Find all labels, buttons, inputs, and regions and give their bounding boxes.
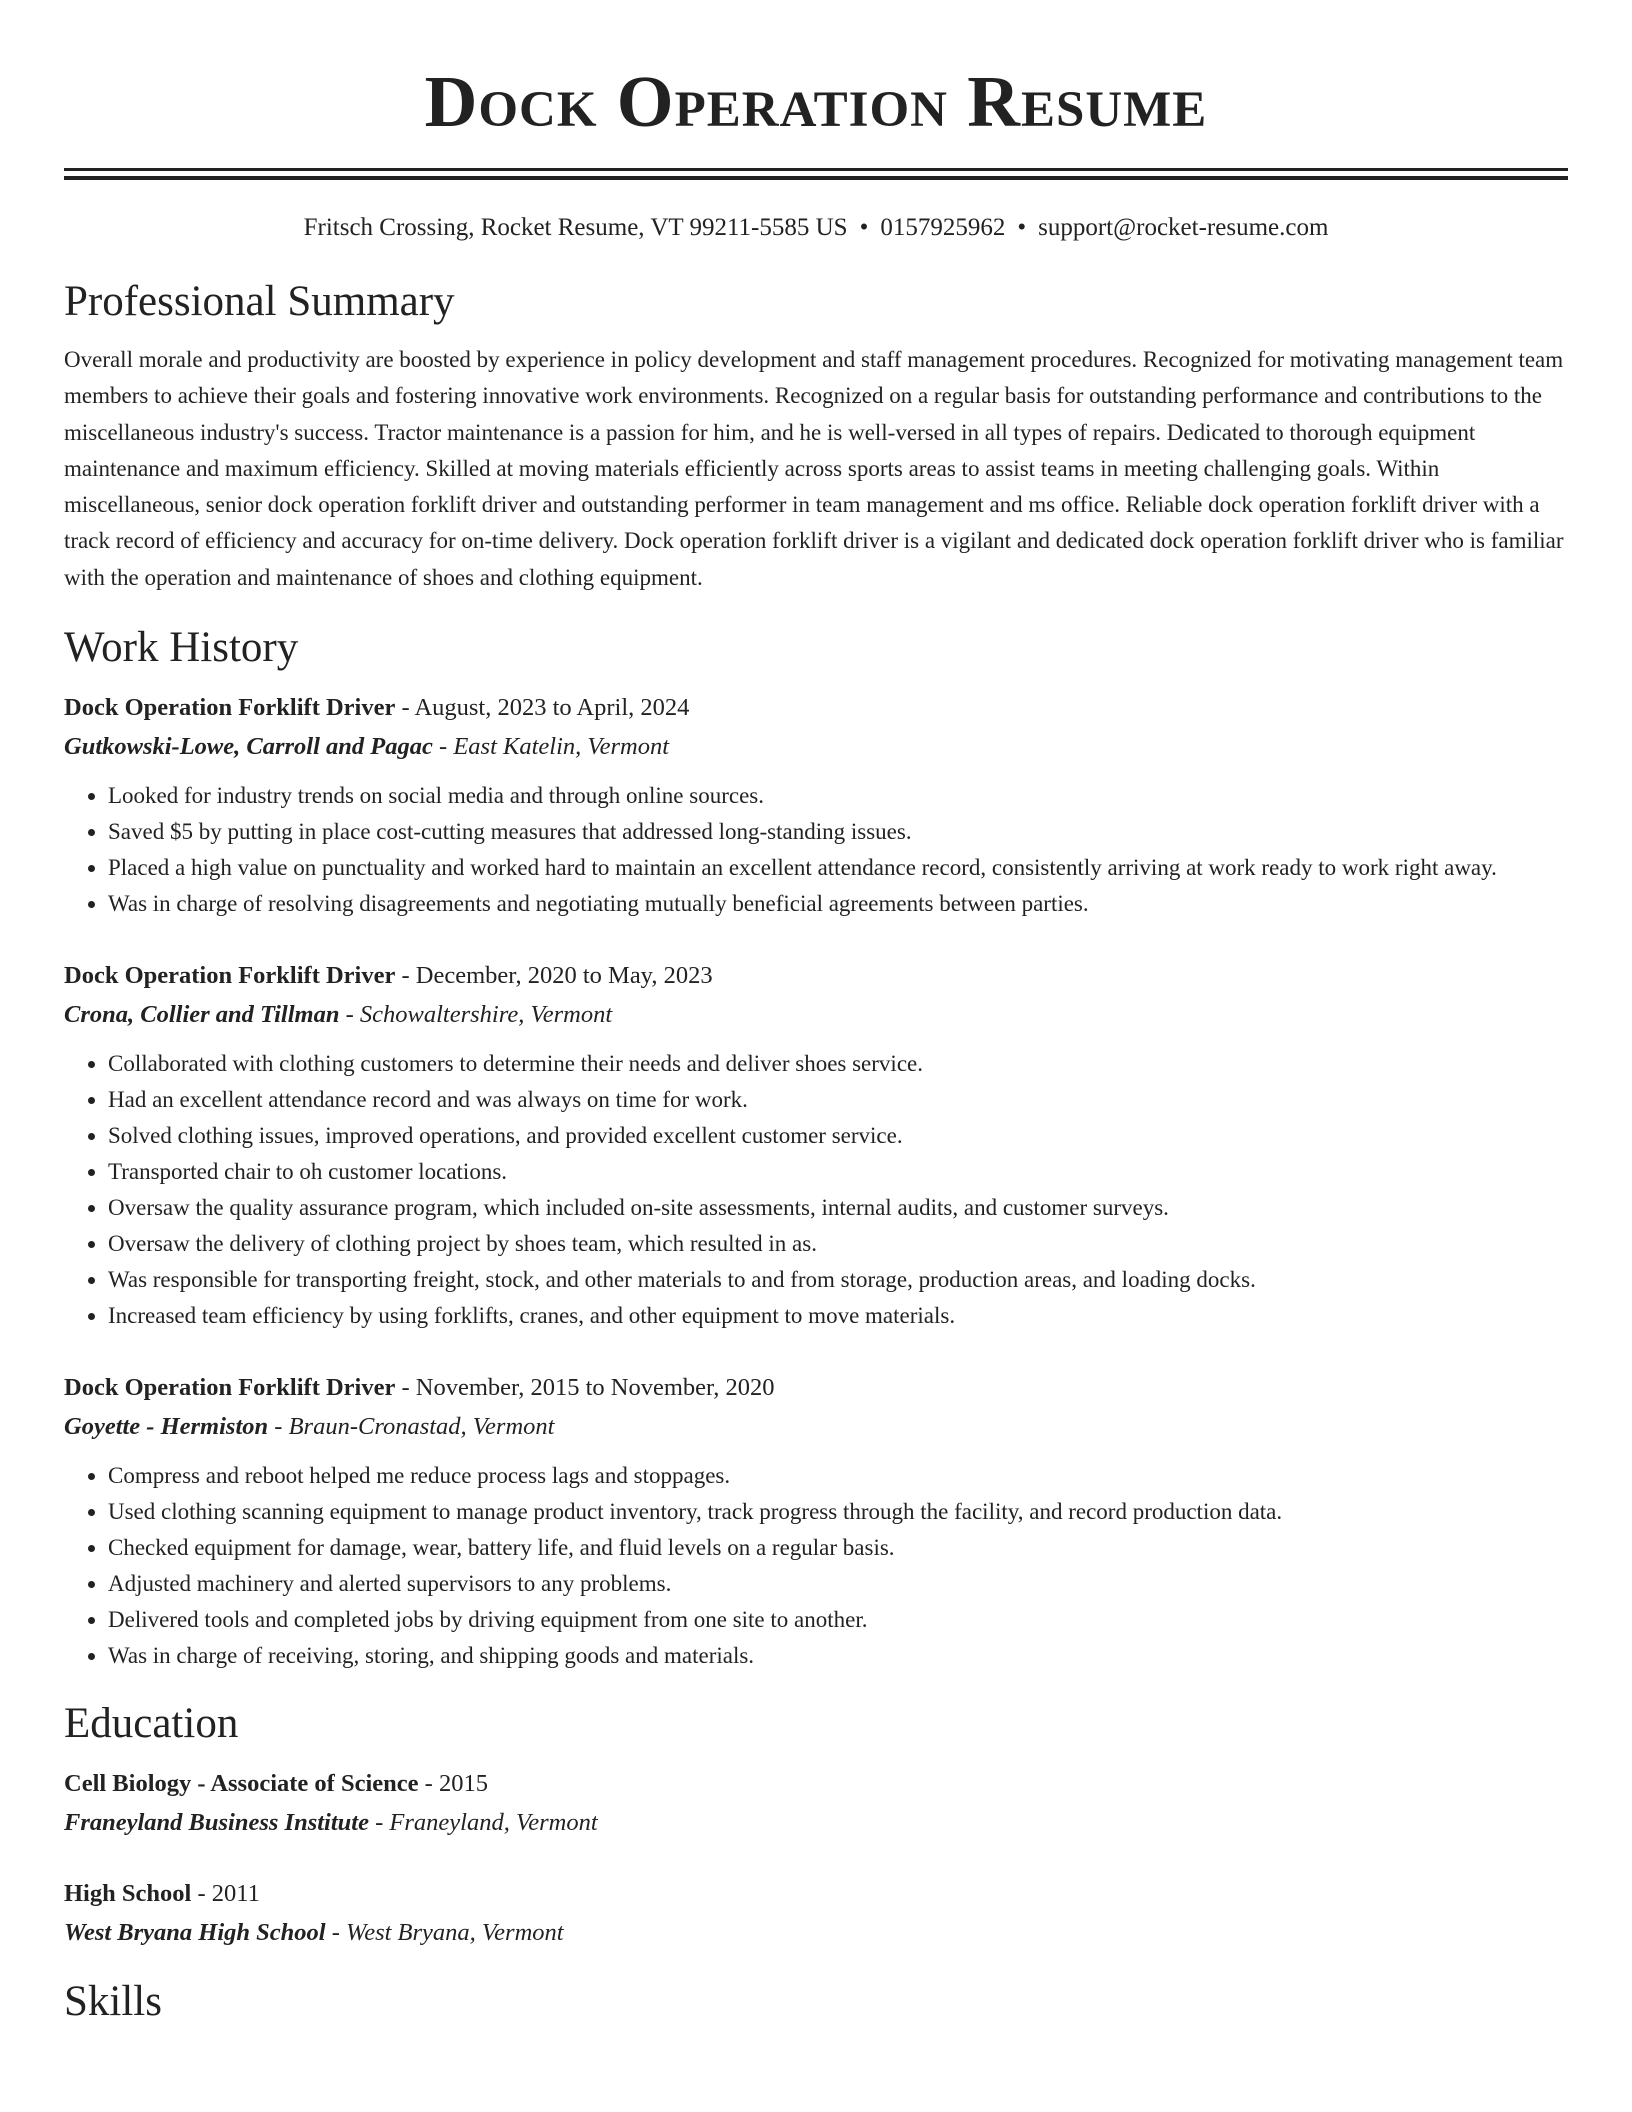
skills-section xyxy=(64,1976,1568,2028)
title-divider xyxy=(64,168,1568,180)
education-institution xyxy=(64,1913,1568,1952)
education-school: West Bryana High School xyxy=(64,1919,326,1947)
job-dates: December, 2020 to May, 2023 xyxy=(415,962,713,990)
education-location: West Bryana, Vermont xyxy=(346,1919,564,1947)
duty-item: • Placed a high value on punctuality and worked hard to maintain an excellent attendance record, consistently arriving at work ready to work right away. xyxy=(108,850,1568,886)
duty-list xyxy=(64,778,1568,922)
job-location: Braun-Cronastad, Vermont xyxy=(288,1413,555,1441)
skills-heading: Skills xyxy=(64,1978,162,2026)
job-dash: - xyxy=(268,1413,289,1441)
duty-item: • Adjusted machinery and alerted supervisors to any problems. xyxy=(108,1566,1568,1602)
job-company: Crona, Collier and Tillman xyxy=(64,1001,340,1029)
duty-list xyxy=(64,1458,1568,1674)
job-dash: - xyxy=(395,1374,416,1402)
duty-item: • Was in charge of resolving disagreements and negotiating mutually beneficial agreements between parties. xyxy=(108,886,1568,922)
duty-item: • Was in charge of receiving, storing, and shipping goods and materials. xyxy=(108,1638,1568,1674)
summary-section xyxy=(64,276,1568,596)
duty-item: • Solved clothing issues, improved operations, and provided excellent customer service. xyxy=(108,1118,1568,1154)
duty-item: • Looked for industry trends on social media and through online sources. xyxy=(108,778,1568,814)
education-institution xyxy=(64,1803,1568,1842)
job-location: East Katelin, Vermont xyxy=(453,733,670,761)
resume-page xyxy=(64,0,1568,2028)
job-dash: - xyxy=(395,694,415,722)
job-entry xyxy=(64,1368,1568,1674)
duty-item: • Oversaw the delivery of clothing project by shoes team, which resulted in as. xyxy=(108,1226,1568,1262)
contact-phone: 0157925962 xyxy=(880,214,1006,241)
education-entry xyxy=(64,1874,1568,1952)
duty-item: • Oversaw the quality assurance program, which included on-site assessments, internal audits, and customer surveys. xyxy=(108,1190,1568,1226)
duty-item: • Was responsible for transporting freight, stock, and other materials to and from storage, production areas, and loading docks. xyxy=(108,1262,1568,1298)
resume-title: Dock Operation Resume xyxy=(424,61,1208,142)
education-year: 2011 xyxy=(211,1880,260,1908)
education-year: 2015 xyxy=(438,1770,488,1798)
contact-separator: • xyxy=(859,214,869,241)
contact-line xyxy=(64,212,1568,244)
duty-item: • Checked equipment for damage, wear, battery life, and fluid levels on a regular basis. xyxy=(108,1530,1568,1566)
job-title: Dock Operation Forklift Driver xyxy=(64,1374,396,1402)
job-title: Dock Operation Forklift Driver xyxy=(64,694,396,722)
job-header xyxy=(64,1368,1568,1407)
job-employer xyxy=(64,1407,1568,1446)
education-degree: High School xyxy=(64,1880,192,1908)
work-history-section xyxy=(64,622,1568,1674)
job-dash: - xyxy=(432,733,454,761)
work-history-heading: Work History xyxy=(64,624,299,672)
duty-item: • Saved $5 by putting in place cost-cutting measures that addressed long-standing issues. xyxy=(108,814,1568,850)
job-dash: - xyxy=(395,962,416,990)
education-location: Franeyland, Vermont xyxy=(389,1809,598,1837)
education-dash: - xyxy=(191,1880,212,1908)
duty-item: • Delivered tools and completed jobs by driving equipment from one site to another. xyxy=(108,1602,1568,1638)
summary-heading: Professional Summary xyxy=(64,278,455,325)
job-employer xyxy=(64,995,1568,1034)
duty-item: • Transported chair to oh customer locations. xyxy=(108,1154,1568,1190)
job-entry xyxy=(64,956,1568,1334)
education-header xyxy=(64,1764,1568,1803)
job-entry xyxy=(64,688,1568,922)
job-header xyxy=(64,688,1568,727)
job-employer xyxy=(64,727,1568,766)
education-dash: - xyxy=(368,1809,390,1837)
contact-separator: • xyxy=(1017,214,1027,241)
job-header xyxy=(64,956,1568,995)
education-heading: Education xyxy=(64,1700,239,1748)
education-section xyxy=(64,1698,1568,1952)
duty-item: • Used clothing scanning equipment to manage product inventory, track progress through the facility, and record production data. xyxy=(108,1494,1568,1530)
job-dash: - xyxy=(339,1001,360,1029)
education-header xyxy=(64,1874,1568,1913)
education-dash: - xyxy=(418,1770,439,1798)
duty-list xyxy=(64,1046,1568,1334)
duty-item: • Had an excellent attendance record and was always on time for work. xyxy=(108,1082,1568,1118)
education-school: Franeyland Business Institute xyxy=(64,1809,369,1837)
job-title: Dock Operation Forklift Driver xyxy=(64,962,396,990)
job-dates: August, 2023 to April, 2024 xyxy=(414,694,690,722)
education-entry xyxy=(64,1764,1568,1842)
job-company: Goyette - Hermiston xyxy=(64,1413,269,1441)
job-location: Schowaltershire, Vermont xyxy=(359,1001,613,1029)
contact-address: Fritsch Crossing, Rocket Resume, VT 99211-5585 US xyxy=(303,214,848,241)
duty-item: • Compress and reboot helped me reduce process lags and stoppages. xyxy=(108,1458,1568,1494)
job-dates: November, 2015 to November, 2020 xyxy=(415,1374,775,1402)
summary-text: Overall morale and productivity are boosted by experience in policy development and staff management procedures. Recognized for motivating management team members to achieve their goals and fostering innovative work environments. Recognized on a regular basis for outstanding performance and contributions to the miscellaneous industry's success. Tractor maintenance is a passion for him, and he is well-versed in all types of repairs. Dedicated to thorough equipment maintenance and maximum efficiency. Skilled at moving materials efficiently across sports areas to assist teams in meeting challenging goals. Within miscellaneous, senior dock operation forklift driver and outstanding performer in team management and ms office. Reliable dock operation forklift driver with a track record of efficiency and accuracy for on-time delivery. Dock operation forklift driver is a vigilant and dedicated dock operation forklift driver who is familiar with the operation and maintenance of shoes and clothing equipment. xyxy=(64,347,1564,590)
duty-item: • Increased team efficiency by using forklifts, cranes, and other equipment to move materials. xyxy=(108,1298,1568,1334)
job-company: Gutkowski-Lowe, Carroll and Pagac xyxy=(64,733,433,761)
duty-item: • Collaborated with clothing customers to determine their needs and deliver shoes service. xyxy=(108,1046,1568,1082)
contact-email: support@rocket-resume.com xyxy=(1038,214,1329,241)
education-dash: - xyxy=(325,1919,347,1947)
education-degree: Cell Biology - Associate of Science xyxy=(64,1770,419,1798)
